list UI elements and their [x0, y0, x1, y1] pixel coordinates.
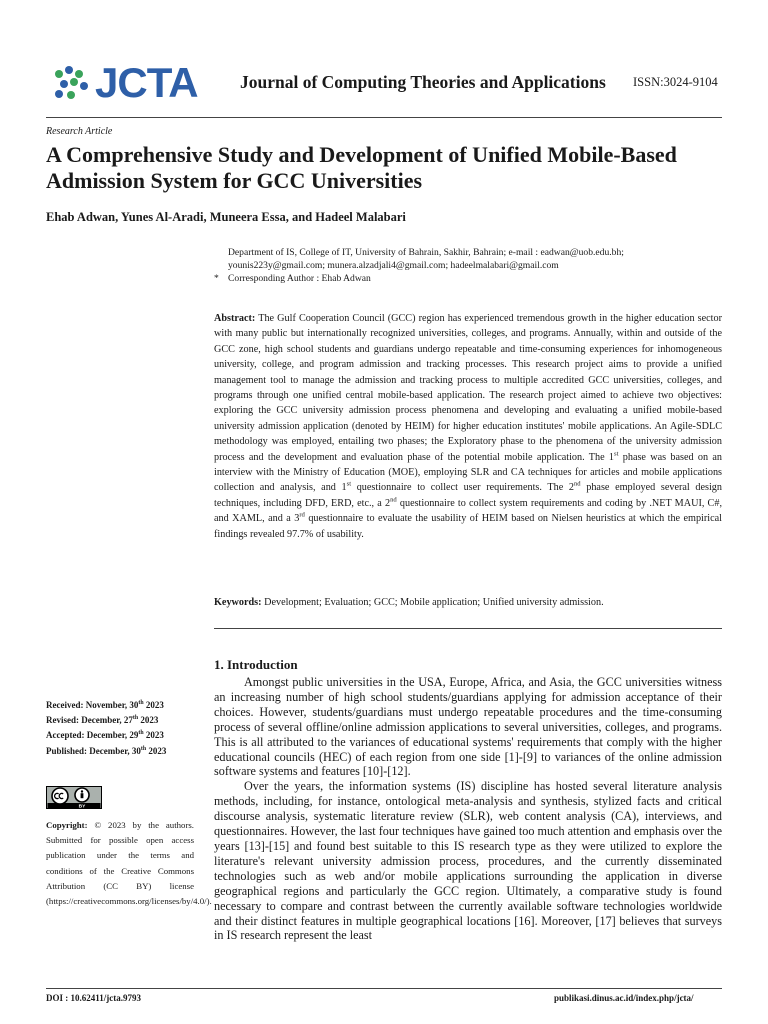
keywords	[214, 597, 722, 608]
article-dates	[46, 698, 166, 759]
paper-title: A Comprehensive Study and Development of Unified Mobile-Based Admission System for GCC Universities	[46, 142, 677, 193]
corresponding-mark: *	[214, 273, 219, 284]
corresponding-author	[214, 273, 371, 284]
author-list: Ehab Adwan, Yunes Al-Aradi, Muneera Essa, and Hadeel Malabari	[46, 210, 406, 224]
header-divider	[46, 117, 722, 118]
journal-url[interactable]: publikasi.dinus.ac.id/index.php/jcta/	[554, 993, 694, 1003]
corresponding-text: Corresponding Author : Ehab Adwan	[228, 273, 371, 284]
ordinal-sup: nd	[573, 481, 581, 489]
copyright-label: Copyright:	[46, 820, 88, 830]
ordinal-sup: rd	[299, 511, 305, 519]
abstract-text: questionnaire to evaluate the usability of HEIM based on Nielsen heuristics at which the empirical findings revealed 97.7% of usability.	[214, 513, 722, 540]
cc-by-label: BY	[78, 804, 86, 809]
paragraph: Amongst public universities in the USA, Europe, Africa, and Asia, the GCC universities witness an increasing number of high school students/guardians applying for admission acceptance of their choices. However, students/guardians must undergo repeatable procedures and the time-consuming process of several offline/online admission applications to several universities, colleges, and programs. This is all attributed to the variances of educational systems' requirements that comply with the higher educational councils (HEC) of each region from one side [1]-[9] to variances of the online admission software systems and features [10]-[12].	[214, 675, 722, 779]
published-date: Published: December, 30th 2023	[46, 745, 167, 756]
accepted-date: Accepted: December, 29th 2023	[46, 730, 164, 741]
received-date: Received: November, 30th 2023	[46, 700, 164, 710]
footer-divider	[46, 988, 722, 989]
logo-wordmark: JCTA	[95, 59, 198, 106]
ordinal-sup: st	[614, 450, 619, 458]
keywords-text: Development; Evaluation; GCC; Mobile application; Unified university admission.	[264, 597, 604, 608]
abstract-text: The Gulf Cooperation Council (GCC) region has experienced tremendous growth in the higher education sector with many public but internationally recognized universities, colleges, and programs. Annually, within and outside of the GCC zone, high school students and guardians undergo repeatable and time-consuming experiences for inhomogeneous university, college, and program admission and tracking processes. This research project aims to provide a unified management tool to manage the admission and tracking process to multiple accredited GCC universities, colleges, and programs through one unified central mobile-based application. The research project aimed to achieve two objectives: exploring the GCC university admission process phenomena and developing and evaluating a unified mobile-based university admission application (denoted by HEIM) for higher education institutes' mobile applications. An Agile-SDLC methodology was employed, entailing two phases; the Exploratory phase to the phenomena of the university admission process and the development and evaluation phase of the potential mobile application. The 1	[214, 313, 722, 463]
doi[interactable]: DOI : 10.62411/jcta.9793	[46, 993, 141, 1003]
section-heading: 1. Introduction	[214, 657, 298, 672]
copyright-text: © 2023 by the authors. Submitted for possible open access publication under the terms and conditions of the Creative Commons Attribution (CC BY) license (https://creativecommons.org/licenses/by/4.0/).	[46, 820, 212, 907]
revised-date: Revised: December, 27th 2023	[46, 715, 159, 726]
issn: ISSN:3024-9104	[633, 75, 718, 89]
abstract	[214, 311, 722, 542]
journal-logo	[55, 59, 205, 106]
affiliation: Department of IS, College of IT, University of Bahrain, Sakhir, Bahrain; e-mail : eadwan@uob.edu.bh; younis223y@gmail.com; munera.alzadjali4@gmail.com; hadeelmalabari@gmail.com	[228, 247, 624, 271]
ordinal-sup: nd	[390, 496, 397, 504]
abstract-text: phase employed several design techniques, including DFD, ERD, etc., a 2	[214, 482, 722, 509]
paragraph: Over the years, the information systems (IS) discipline has hosted several literature analysis methods, including, for instance, ontological meta-analysis and synthesis, stylized facts and critical discourse analysis, systematic literature review (SLR), web content analysis (CA), interviews, and questionnaires. However, the last four techniques have gained too much attention and emphasis over the years [13]-[15] and found best suitable to this IS research type as they were utilized to explore the literature's relevant university admission process, procedures, and the currently disseminated technologies such as web and/or mobile applications surrounding the application in diverse geographical regions and particularly the GCC region. Ultimately, a comparative study is found necessary to compare and contrast between the currently available software technologies worldwide and their distinct features in multiple geographical locations [16]. Moreover, [17] believes that surveys in IS research represent the least	[214, 779, 722, 943]
keywords-label: Keywords:	[214, 597, 262, 608]
article-type: Research Article	[46, 126, 113, 137]
copyright-notice	[46, 818, 212, 909]
abstract-text: phase was based on an interview with the Ministry of Education (MOE), employing SLR and CA techniques for articles and mobile applications collection and analysis, and 1	[214, 451, 723, 494]
keywords-divider	[214, 628, 722, 629]
abstract-text: questionnaire to collect system requirements and coding by .NET MAUI, C#, and XAML, and a 3	[214, 497, 722, 525]
abstract-label: Abstract:	[214, 313, 256, 324]
abstract-text: questionnaire to collect user requirements. The 2	[351, 482, 574, 494]
introduction-body	[214, 675, 722, 943]
logo-dots-icon	[55, 66, 91, 102]
journal-title: Journal of Computing Theories and Applications	[240, 72, 606, 92]
cc-by-license-icon[interactable]	[46, 786, 102, 809]
ordinal-sup: st	[346, 481, 352, 489]
